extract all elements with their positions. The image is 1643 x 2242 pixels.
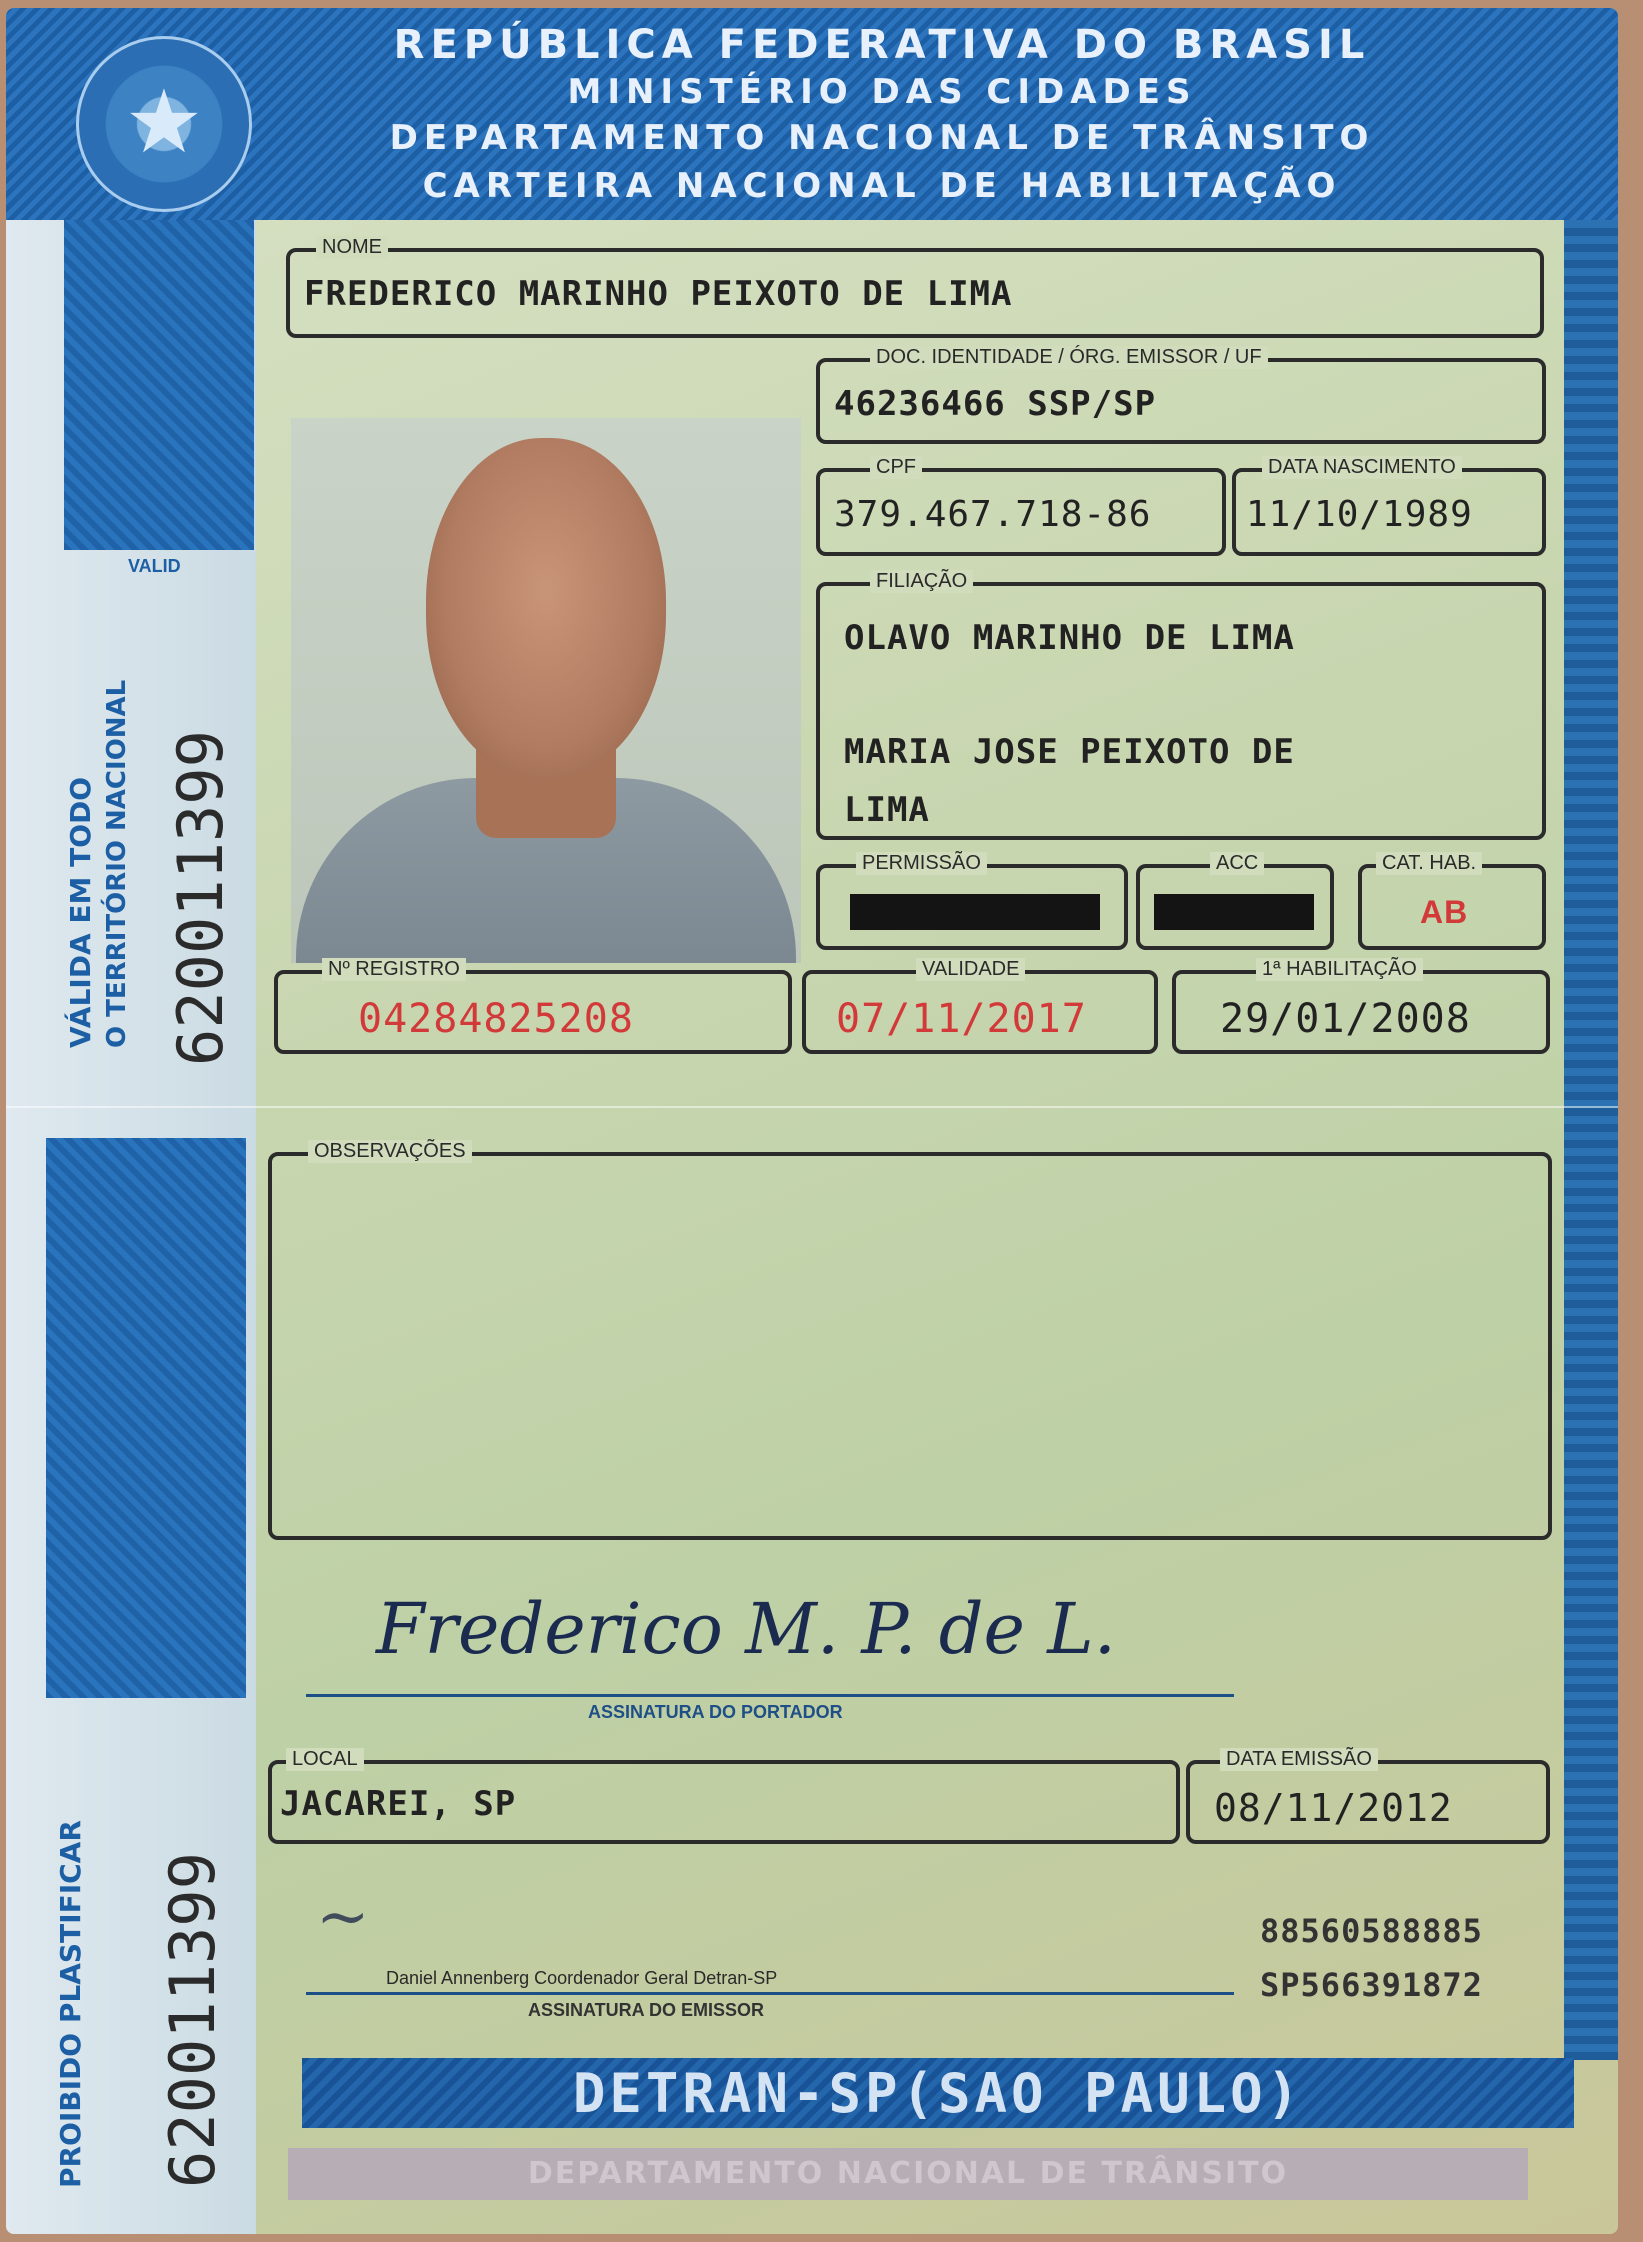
header-band [6, 8, 1618, 220]
value-nascimento: 11/10/1989 [1246, 494, 1473, 535]
bearer-signature: Frederico M. P. de L. [376, 1588, 1116, 1670]
field-primeira-habilitacao [1172, 958, 1550, 1054]
left-blue-pattern-top [64, 220, 254, 550]
header-carteira: CARTEIRA NACIONAL DE HABILITAÇÃO [422, 166, 1342, 206]
field-cpf [816, 456, 1226, 556]
value-emissao: 08/11/2012 [1214, 1786, 1453, 1830]
field-nome [286, 236, 1544, 338]
field-filiacao [816, 570, 1546, 840]
field-validade [802, 958, 1158, 1054]
field-observacoes [268, 1140, 1552, 1540]
value-nome: FREDERICO MARINHO PEIXOTO DE LIMA [304, 274, 1013, 314]
value-doc: 46236466 SSP/SP [834, 384, 1157, 424]
footer-issuer-bar [302, 2058, 1574, 2128]
field-data-emissao [1186, 1748, 1550, 1844]
label-validade: VALIDADE [916, 958, 1025, 981]
license-card [6, 8, 1618, 2234]
header-departamento: DEPARTAMENTO NACIONAL DE TRÂNSITO [389, 118, 1375, 158]
fold-line [6, 1106, 1618, 1108]
issuer-signature-caption: ASSINATURA DO EMISSOR [528, 2000, 765, 2020]
label-emissao: DATA EMISSÃO [1220, 1748, 1378, 1771]
footer-bottom-text: DEPARTAMENTO NACIONAL DE TRÂNSITO [527, 2156, 1289, 2191]
code-1: 88560588885 [1260, 1912, 1483, 1950]
label-habilitacao: 1ª HABILITAÇÃO [1256, 958, 1423, 981]
value-cat-hab: AB [1420, 894, 1469, 930]
issuer-name: Daniel Annenberg Coordenador Geral Detran-SP [386, 1968, 778, 1988]
left-blue-pattern-bottom [46, 1138, 246, 1698]
bearer-signature-line [306, 1694, 1234, 1697]
field-cat-hab [1358, 852, 1546, 950]
label-nome: NOME [316, 236, 388, 259]
label-doc: DOC. IDENTIDADE / ÓRG. EMISSOR / UF [870, 346, 1268, 369]
value-filiacao-line2: MARIA JOSE PEIXOTO DE [844, 732, 1295, 772]
header-ministerio: MINISTÉRIO DAS CIDADES [567, 72, 1197, 112]
label-filiacao: FILIAÇÃO [870, 570, 973, 593]
footer-issuer-text: DETRAN-SP(SAO PAULO) [572, 2062, 1304, 2125]
value-cpf: 379.467.718-86 [834, 494, 1152, 535]
issuer-signature-line [306, 1992, 1234, 1995]
field-registro [274, 958, 792, 1054]
value-local: JACAREI, SP [280, 1784, 517, 1824]
label-local: LOCAL [286, 1748, 364, 1771]
code-2: SP566391872 [1260, 1966, 1483, 2004]
value-filiacao-line3: LIMA [844, 790, 930, 830]
field-local [268, 1748, 1180, 1844]
valid-tag: VALID [128, 556, 181, 576]
label-nascimento: DATA NASCIMENTO [1262, 456, 1462, 479]
footer-grey-band [288, 2148, 1528, 2200]
prohibit-text: PROIBIDO PLASTIFICAR [54, 1820, 87, 2188]
label-cat-hab: CAT. HAB. [1376, 852, 1482, 875]
right-security-strip [1564, 220, 1618, 2060]
serial-number-top: 620011399 [164, 730, 237, 1066]
value-registro: 04284825208 [358, 996, 634, 1042]
field-doc-identidade [816, 346, 1546, 444]
coat-of-arms-icon: ★ [76, 36, 252, 212]
photo-head [426, 438, 666, 778]
redacted-permissao [850, 894, 1100, 930]
value-habilitacao: 29/01/2008 [1220, 996, 1471, 1042]
value-filiacao-line1: OLAVO MARINHO DE LIMA [844, 618, 1295, 658]
field-data-nascimento [1232, 456, 1546, 556]
valid-text-2: O TERRITÓRIO NACIONAL [102, 679, 132, 1048]
label-registro: Nº REGISTRO [322, 958, 466, 981]
issuer-signature: ~ [316, 1880, 370, 1954]
valid-text-1: VÁLIDA EM TODO [64, 776, 97, 1048]
field-permissao [816, 852, 1128, 950]
value-validade: 07/11/2017 [836, 996, 1087, 1042]
header-republica: REPÚBLICA FEDERATIVA DO BRASIL [393, 22, 1371, 68]
label-cpf: CPF [870, 456, 922, 479]
serial-number-bottom: 620011399 [156, 1852, 229, 2188]
bearer-signature-caption: ASSINATURA DO PORTADOR [588, 1702, 843, 1722]
field-acc [1136, 852, 1334, 950]
redacted-acc [1154, 894, 1314, 930]
label-acc: ACC [1210, 852, 1264, 875]
label-permissao: PERMISSÃO [856, 852, 987, 875]
label-observacoes: OBSERVAÇÕES [308, 1140, 472, 1163]
